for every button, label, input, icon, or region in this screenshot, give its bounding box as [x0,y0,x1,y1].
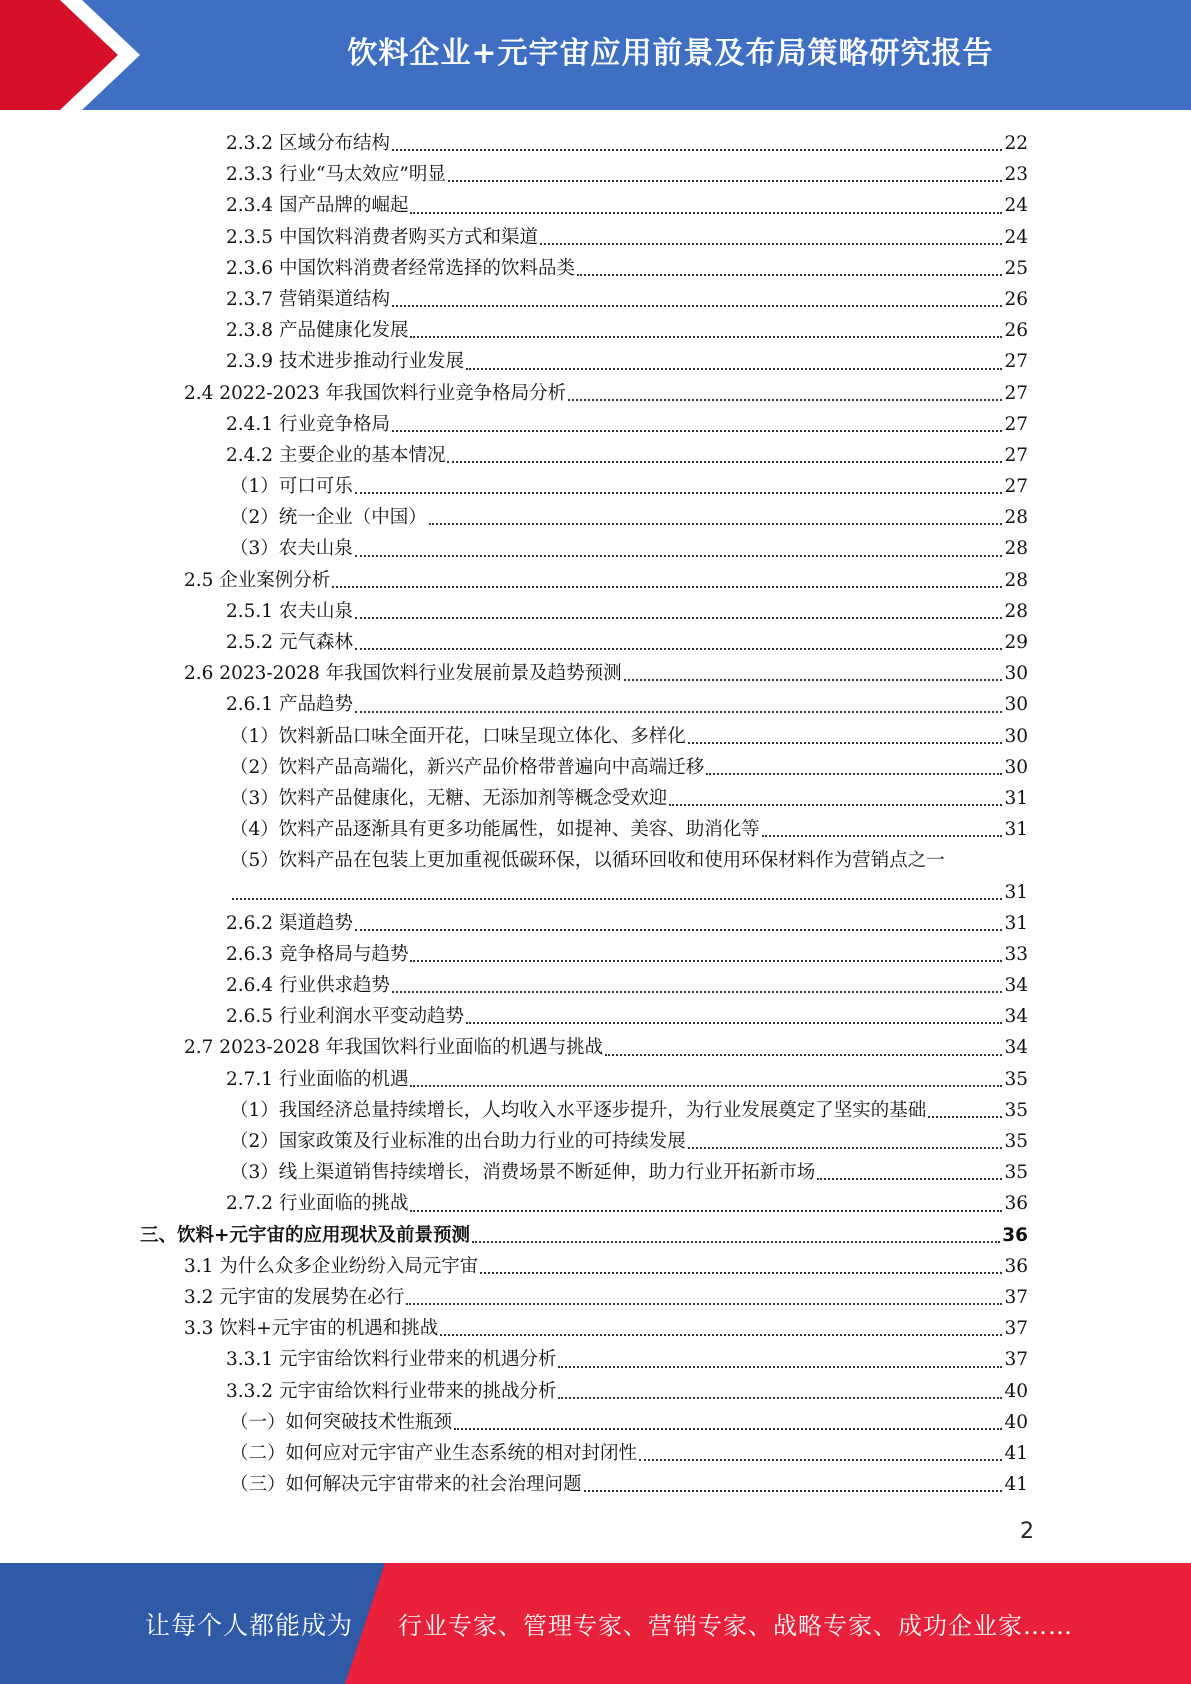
toc-entry[interactable] [140,845,1028,876]
toc-entry-page: 27 [1004,382,1028,404]
toc-entry-title: （4）饮料产品逐渐具有更多功能属性，如提神、美容、助消化等 [230,819,760,841]
toc-entry-page: 27 [1004,413,1028,435]
toc-leader-dots [577,274,1002,276]
toc-entry-title: （1）我国经济总量持续增长，人均收入水平逐步提升，为行业发展奠定了坚实的基础 [230,1099,927,1121]
page-number: 2 [1020,1519,1034,1544]
toc-entry[interactable] [140,1282,1028,1313]
toc-entry-page: 22 [1004,133,1028,154]
toc-entry-page: 30 [1004,756,1028,778]
toc-leader-dots [472,1241,1000,1243]
toc-entry-page: 36 [1004,1255,1028,1277]
toc-entry-title: 2.5.2 元气森林 [226,632,353,653]
toc-entry[interactable] [140,939,1028,970]
toc-leader-dots [558,1366,1002,1368]
toc-entry-title: （1）饮料新品口味全面开花，口味呈现立体化、多样化 [230,725,686,747]
toc-entry[interactable] [140,1064,1028,1095]
toc-leader-dots [447,461,1002,463]
toc-leader-dots [355,648,1003,650]
toc-entry-title: （2）国家政策及行业标准的出台助力行业的可持续发展 [230,1131,686,1152]
toc-leader-dots [392,430,1002,432]
toc-leader-dots [605,1054,1002,1056]
toc-entry[interactable] [140,596,1028,627]
toc-entry[interactable] [140,1188,1028,1219]
toc-entry-title: 2.6.4 行业供求趋势 [226,975,390,997]
toc-entry[interactable] [140,877,1028,908]
toc-entry-title: 2.4.1 行业竞争格局 [226,413,390,435]
toc-entry[interactable] [140,1376,1028,1407]
toc-entry[interactable] [140,970,1028,1001]
toc-leader-dots [392,305,1002,307]
toc-leader-dots [355,492,1003,494]
toc-entry-page: 26 [1004,320,1028,342]
toc-entry[interactable] [140,222,1028,253]
toc-entry[interactable] [140,689,1028,720]
toc-entry-page: 31 [1004,819,1028,841]
toc-leader-dots [540,243,1002,245]
toc-entry[interactable] [140,284,1028,315]
toc-entry[interactable] [140,1469,1028,1500]
toc-entry-title: 3.1 为什么众多企业纷纷入局元宇宙 [184,1255,479,1277]
toc-entry-page: 35 [1004,1068,1028,1090]
toc-leader-dots [466,1022,1002,1024]
toc-entry-page: 31 [1004,787,1028,809]
toc-entry-page: 30 [1004,694,1028,716]
toc-entry-title: 2.3.7 营销渠道结构 [226,288,390,310]
toc-entry-title: 3.3.1 元宇宙给饮料行业带来的机遇分析 [226,1349,557,1371]
toc-entry-page: 25 [1004,257,1028,279]
toc-entry[interactable] [140,1157,1028,1188]
toc-entry[interactable] [140,315,1028,346]
toc-entry[interactable] [140,1220,1028,1251]
toc-leader-dots [429,523,1003,525]
footer-slogan-right: 行业专家、管理专家、营销专家、战略专家、成功企业家…… [398,1612,1073,1640]
toc-entry[interactable] [140,721,1028,752]
toc-entry-title: 2.6.2 渠道趋势 [226,912,353,934]
toc-leader-dots [392,149,1002,151]
toc-entry-page: 33 [1004,943,1028,965]
toc-entry-title: 2.4 2022-2023 年我国饮料行业竞争格局分析 [184,382,567,404]
toc-leader-dots [355,711,1003,713]
toc-entry-title: 2.3.6 中国饮料消费者经常选择的饮料品类 [226,257,575,279]
toc-leader-dots [624,679,1003,681]
toc-entry-page: 35 [1004,1099,1028,1121]
toc-entry[interactable] [140,440,1028,471]
toc-entry-title: 2.7.2 行业面临的挑战 [226,1193,409,1215]
toc-entry-title: 2.3.5 中国饮料消费者购买方式和渠道 [226,226,538,248]
toc-leader-dots [928,1116,1002,1118]
toc-entry-title: 2.7 2023-2028 年我国饮料行业面临的机遇与挑战 [184,1037,604,1059]
toc-entry-title: 2.6.5 行业利润水平变动趋势 [226,1006,464,1028]
toc-entry-title: 2.6.1 产品趋势 [226,694,353,716]
toc-entry[interactable] [140,533,1028,564]
toc-entry[interactable] [140,1438,1028,1469]
toc-entry-page: 35 [1004,1131,1028,1152]
table-of-contents [140,128,1028,1500]
header-arrow-icon [0,0,160,110]
toc-leader-dots [332,586,1002,588]
toc-entry-page: 23 [1004,164,1028,186]
toc-entry[interactable] [140,814,1028,845]
toc-entry[interactable] [140,752,1028,783]
toc-entry-title: 2.7.1 行业面临的机遇 [226,1068,409,1090]
toc-entry-page: 28 [1004,569,1028,591]
toc-entry-title: 3.3 饮料+元宇宙的机遇和挑战 [184,1318,439,1340]
toc-entry[interactable] [140,627,1028,658]
toc-entry-page: 28 [1004,600,1028,622]
toc-leader-dots [232,898,1002,900]
toc-entry-title: （二）如何应对元宇宙产业生态系统的相对封闭性 [230,1442,638,1464]
toc-entry-page: 41 [1004,1442,1028,1464]
toc-entry-page: 29 [1004,632,1028,653]
report-title: 饮料企业+元宇宙应用前景及布局策略研究报告 [347,36,994,71]
footer-slogan-left: 让每个人都能成为 [145,1610,354,1640]
toc-entry-page: 31 [1004,881,1028,903]
toc-leader-dots [410,1210,1002,1212]
toc-entry[interactable] [140,1407,1028,1438]
toc-entry-page: 28 [1004,507,1028,529]
toc-entry-title: 2.5 企业案例分析 [184,569,331,591]
toc-leader-dots [584,1490,1003,1492]
toc-entry-page: 40 [1004,1411,1028,1433]
toc-entry-page: 36 [1004,1193,1028,1215]
toc-leader-dots [355,929,1003,931]
toc-entry-title: （5）饮料产品在包装上更加重视低碳环保，以循环回收和使用环保材料作为营销点之一 [230,850,945,872]
toc-leader-dots [558,1397,1002,1399]
toc-entry-title: （3）饮料产品健康化，无糖、无添加剂等概念受欢迎 [230,787,668,809]
toc-entry[interactable] [140,1001,1028,1032]
toc-entry[interactable] [140,1126,1028,1157]
toc-leader-dots [410,1085,1002,1087]
toc-entry-page: 37 [1004,1349,1028,1371]
toc-leader-dots [688,742,1003,744]
toc-entry-title: 三、饮料+元宇宙的应用现状及前景预测 [140,1224,471,1246]
toc-leader-dots [440,1334,1002,1336]
toc-entry-title: 2.3.4 国产品牌的崛起 [226,195,409,217]
toc-entry-title: 2.4.2 主要企业的基本情况 [226,444,446,466]
toc-entry-page: 34 [1004,1006,1028,1028]
toc-entry-page: 30 [1004,663,1028,685]
toc-entry-title: （3）线上渠道销售持续增长，消费场景不断延伸，助力行业开拓新市场 [230,1162,816,1184]
toc-leader-dots [480,1272,1002,1274]
toc-entry-title: 2.5.1 农夫山泉 [226,600,353,622]
toc-entry[interactable] [140,128,1028,159]
toc-entry[interactable] [140,565,1028,596]
toc-entry[interactable] [140,658,1028,689]
toc-leader-dots [454,1428,1002,1430]
toc-entry-page: 27 [1004,476,1028,498]
toc-entry[interactable] [140,783,1028,814]
toc-entry-title: 2.3.8 产品健康化发展 [226,320,409,342]
page-header [0,0,1191,110]
toc-entry[interactable] [140,1344,1028,1375]
toc-entry-title: 2.3.2 区域分布结构 [226,133,390,154]
toc-entry[interactable] [140,409,1028,440]
toc-leader-dots [410,960,1002,962]
toc-entry-page: 37 [1004,1318,1028,1340]
toc-entry[interactable] [140,502,1028,533]
toc-entry-title: 3.2 元宇宙的发展势在必行 [184,1286,405,1308]
toc-entry-page: 26 [1004,288,1028,310]
toc-leader-dots [448,180,1003,182]
toc-entry-title: （2）饮料产品高端化，新兴产品价格带普遍向中高端迁移 [230,756,705,778]
toc-entry-title: 2.6.3 竞争格局与趋势 [226,943,409,965]
toc-entry-page: 37 [1004,1286,1028,1308]
toc-leader-dots [355,617,1003,619]
toc-entry-title: （一）如何突破技术性瓶颈 [230,1411,453,1433]
toc-entry[interactable] [140,908,1028,939]
toc-entry[interactable] [140,346,1028,377]
toc-entry-page: 36 [1002,1224,1028,1246]
toc-leader-dots [392,991,1002,993]
toc-entry[interactable] [140,1095,1028,1126]
toc-entry[interactable] [140,1251,1028,1282]
toc-leader-dots [466,368,1002,370]
toc-entry[interactable] [140,471,1028,502]
toc-leader-dots [762,835,1003,837]
toc-leader-dots [406,1303,1002,1305]
toc-leader-dots [639,1459,1002,1461]
toc-entry-page: 41 [1004,1474,1028,1496]
toc-leader-dots [355,555,1003,557]
toc-entry-title: （3）农夫山泉 [230,538,353,560]
toc-entry-title: 2.3.3 行业“马太效应”明显 [226,164,446,186]
toc-entry-page: 34 [1004,1037,1028,1059]
toc-entry-page: 30 [1004,725,1028,747]
toc-entry-title: （2）统一企业（中国） [230,507,427,529]
toc-entry-page: 27 [1004,351,1028,373]
toc-leader-dots [568,399,1002,401]
toc-leader-dots [688,1147,1003,1149]
toc-entry-title: 3.3.2 元宇宙给饮料行业带来的挑战分析 [226,1380,557,1402]
toc-entry[interactable] [140,378,1028,409]
toc-entry-page: 27 [1004,444,1028,466]
toc-leader-dots [410,336,1002,338]
toc-entry[interactable] [140,1032,1028,1063]
page-footer [0,1563,1191,1684]
toc-leader-dots [817,1178,1002,1180]
toc-entry[interactable] [140,159,1028,190]
toc-entry-title: 2.6 2023-2028 年我国饮料行业发展前景及趋势预测 [184,663,622,685]
toc-leader-dots [706,773,1002,775]
toc-entry[interactable] [140,1313,1028,1344]
toc-entry[interactable] [140,253,1028,284]
toc-entry-page: 40 [1004,1380,1028,1402]
toc-entry-page: 34 [1004,975,1028,997]
toc-entry-page: 28 [1004,538,1028,560]
toc-entry-title: （1）可口可乐 [230,476,353,498]
toc-leader-dots [410,212,1002,214]
toc-entry-page: 35 [1004,1162,1028,1184]
toc-entry-page: 24 [1004,195,1028,217]
toc-entry-page: 31 [1004,912,1028,934]
toc-leader-dots [669,804,1002,806]
toc-entry-title: （三）如何解决元宇宙带来的社会治理问题 [230,1474,582,1496]
toc-entry-title: 2.3.9 技术进步推动行业发展 [226,351,464,373]
toc-entry-page: 24 [1004,226,1028,248]
toc-entry[interactable] [140,190,1028,221]
